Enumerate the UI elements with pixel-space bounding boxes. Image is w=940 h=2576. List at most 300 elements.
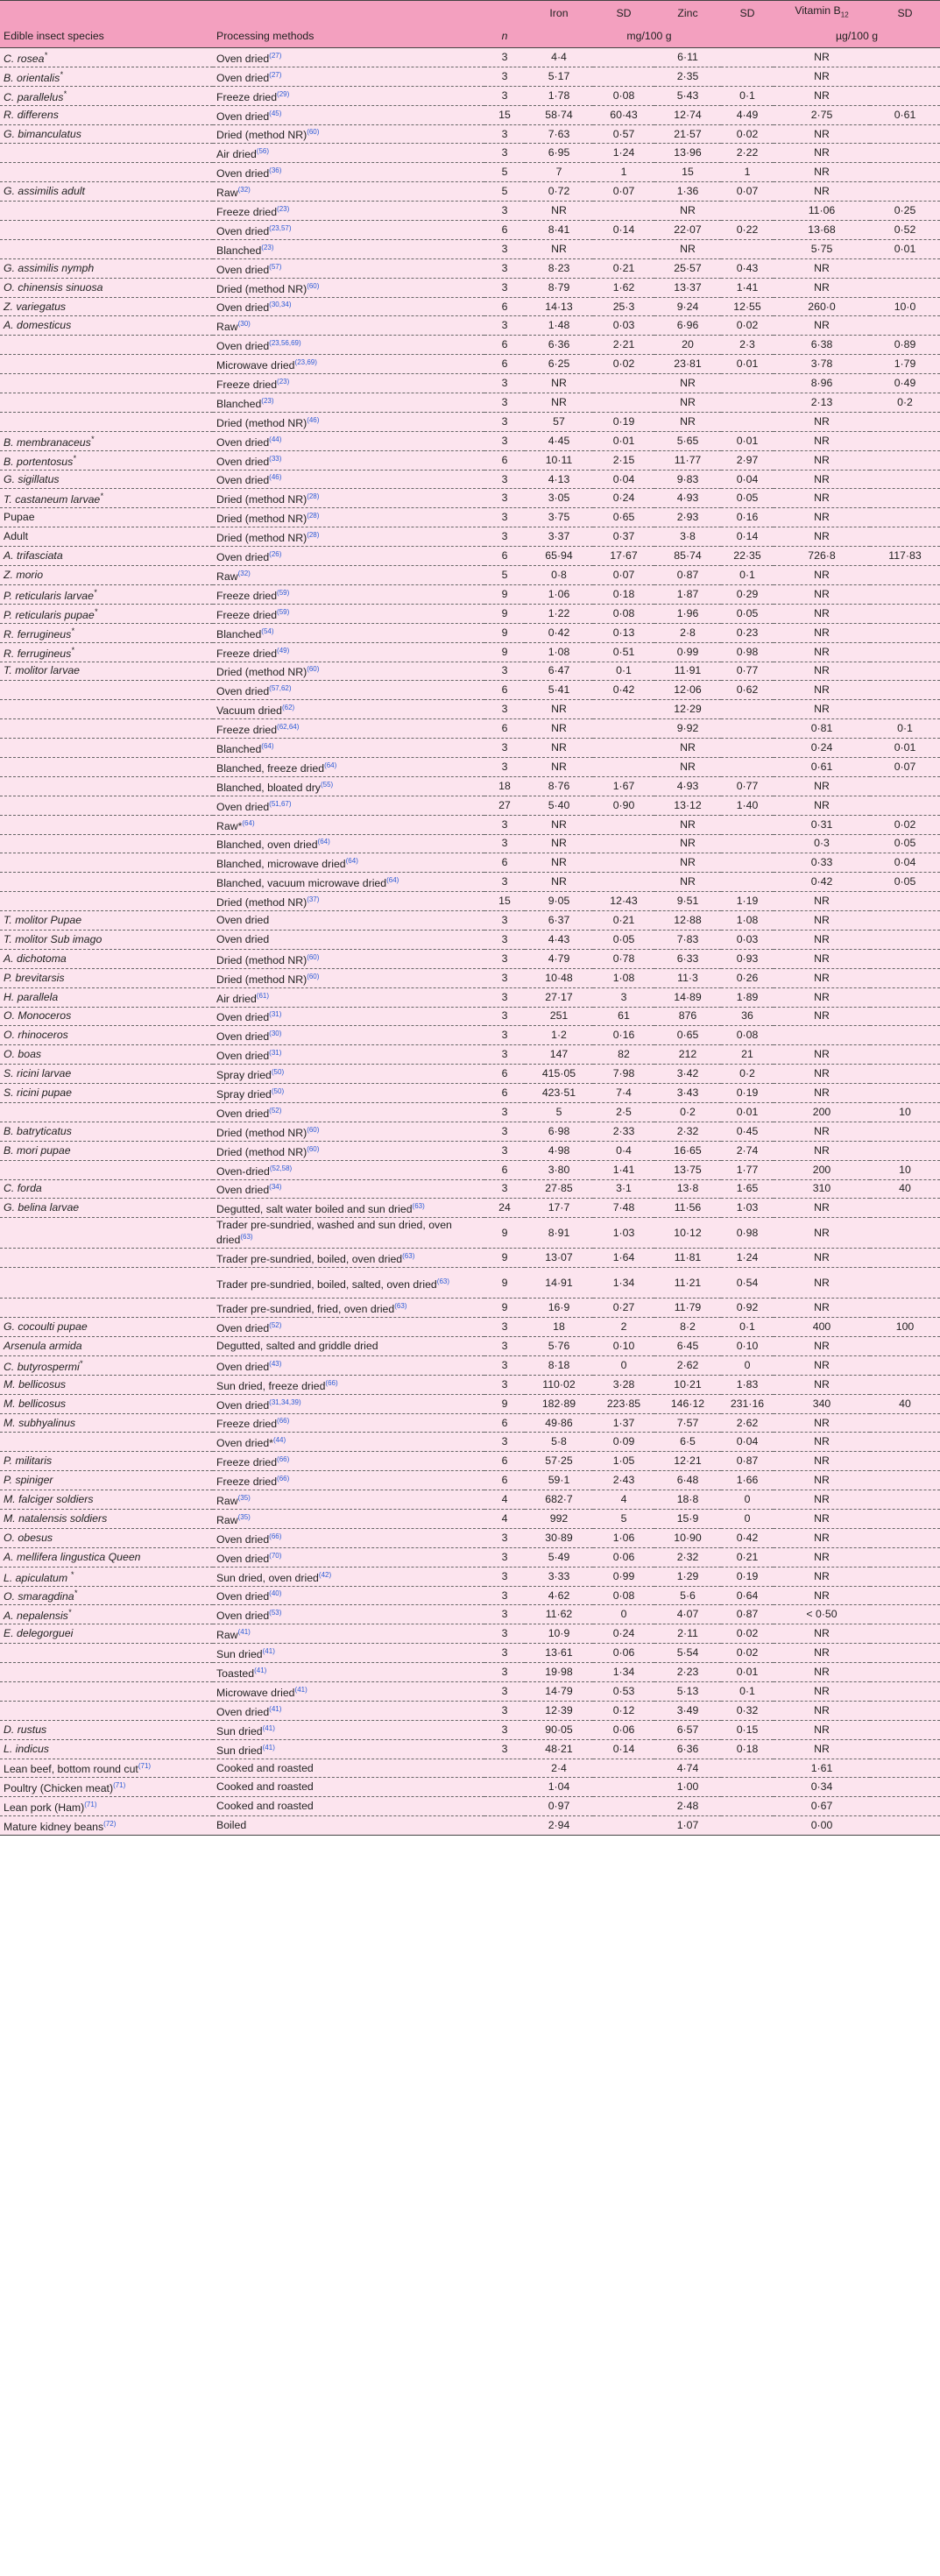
- zinc-sd-cell-text: 0·54: [736, 1276, 759, 1289]
- reference-link[interactable]: (35): [237, 1494, 251, 1503]
- zinc-sd-cell-text: 0·01: [736, 357, 759, 371]
- b12-cell-text: NR: [814, 166, 830, 179]
- species-cell: [0, 1249, 213, 1268]
- species-cell: [0, 1433, 213, 1452]
- b12-sd-cell: [870, 1490, 940, 1510]
- b12-sd-cell: [870, 1318, 940, 1337]
- n-cell-text: 6: [501, 722, 508, 735]
- b12-cell-text: NR: [814, 645, 830, 658]
- reference-link[interactable]: (64): [242, 818, 255, 827]
- n-cell: [484, 1318, 525, 1337]
- zinc-sd-cell-text: 0·62: [736, 683, 759, 697]
- b12-cell-text: 0·42: [810, 875, 833, 888]
- iron-sd-cell-text: 0·65: [612, 511, 635, 524]
- reference-link[interactable]: (23): [277, 205, 290, 214]
- n-cell-text: 3: [501, 492, 508, 505]
- reference-link[interactable]: (57): [269, 262, 282, 271]
- iron-cell-text: 27·17: [545, 990, 573, 1003]
- iron-cell-text: 6·98: [548, 1124, 570, 1137]
- table-row: [0, 316, 940, 336]
- reference-link[interactable]: (63): [412, 1202, 425, 1211]
- zinc-sd-cell: [721, 834, 774, 853]
- method-cell-text: Cooked and roasted: [216, 1761, 314, 1774]
- zinc-sd-cell: [721, 681, 774, 700]
- iron-sd-cell-text: 1·62: [612, 280, 635, 294]
- table-row: [0, 681, 940, 700]
- iron-sd-cell-text: 0·90: [612, 798, 635, 811]
- n-cell-text: 3: [501, 1143, 508, 1157]
- zinc-cell-text: 11·91: [674, 664, 702, 677]
- b12-sd-cell-text: 10·0: [894, 300, 916, 313]
- reference-link[interactable]: (51,67): [269, 799, 292, 808]
- method-cell-text: Toasted: [216, 1667, 255, 1681]
- reference-link[interactable]: (49): [277, 646, 290, 655]
- b12-cell: [774, 623, 870, 642]
- iron-sd-cell: [593, 1084, 654, 1103]
- b12-sd-cell: [870, 1547, 940, 1567]
- zinc-sd-cell: [721, 892, 774, 911]
- zinc-cell: [654, 1605, 721, 1624]
- species-cell-text: G. bimanculatus: [4, 127, 81, 140]
- reference-link[interactable]: (31,34,39): [269, 1398, 301, 1406]
- n-cell-text: 3: [501, 971, 508, 984]
- reference-link[interactable]: (63): [402, 1252, 415, 1261]
- reference-link[interactable]: (60): [307, 128, 320, 137]
- reference-link[interactable]: (28): [307, 531, 320, 540]
- species-cell-text: Adult: [4, 530, 29, 543]
- iron-cell-text: 8·79: [548, 280, 570, 294]
- zinc-sd-cell-text: 0·21: [736, 1550, 759, 1563]
- reference-link[interactable]: (44): [272, 1436, 286, 1445]
- b12-sd-cell: [870, 681, 940, 700]
- species-cell: [0, 489, 213, 508]
- reference-link[interactable]: (60): [307, 972, 320, 980]
- table-row: [0, 662, 940, 681]
- table-row: [0, 258, 940, 278]
- reference-link[interactable]: (66): [277, 1417, 290, 1426]
- reference-link[interactable]: (30,34): [269, 301, 292, 309]
- b12-cell: [774, 1413, 870, 1433]
- n-cell-text: 5: [501, 185, 508, 198]
- zinc-sd-cell: [721, 873, 774, 892]
- zinc-sd-cell-text: 0·19: [736, 1086, 759, 1100]
- reference-link[interactable]: (30): [269, 1030, 282, 1038]
- reference-link[interactable]: (52): [269, 1106, 282, 1115]
- reference-link[interactable]: (64): [317, 838, 330, 846]
- reference-link[interactable]: (28): [307, 492, 320, 501]
- species-cell: [0, 1160, 213, 1179]
- b12-cell: [774, 662, 870, 681]
- reference-link[interactable]: (23,57): [269, 223, 292, 232]
- reference-link[interactable]: (66): [277, 1475, 290, 1483]
- method-cell: [213, 48, 484, 67]
- zinc-cell: [654, 1586, 721, 1605]
- zinc-cell-text: 1·87: [676, 587, 699, 600]
- reference-link[interactable]: (57,62): [269, 684, 292, 693]
- iron-cell: [525, 124, 593, 144]
- species-cell: [0, 1394, 213, 1413]
- iron-cell-text: 4·79: [548, 952, 570, 965]
- reference-link[interactable]: (64): [324, 761, 337, 769]
- b12-sd-cell: [870, 1337, 940, 1356]
- iron-sd-cell: [593, 1452, 654, 1471]
- zinc-cell: [654, 1007, 721, 1026]
- zinc-cell: [654, 431, 721, 450]
- reference-link[interactable]: (59): [277, 607, 290, 616]
- b12-cell-text: NR: [814, 1201, 830, 1214]
- zinc-sd-cell: [721, 1816, 774, 1836]
- species-cell: [0, 1586, 213, 1605]
- zinc-cell-text: NR: [680, 395, 696, 408]
- iron-cell: [525, 700, 593, 719]
- b12-cell: [774, 1567, 870, 1586]
- reference-link[interactable]: (29): [277, 89, 290, 98]
- reference-link[interactable]: (46): [269, 473, 282, 482]
- reference-link[interactable]: (63): [240, 1233, 253, 1242]
- reference-link[interactable]: (60): [307, 1125, 320, 1134]
- reference-link[interactable]: (63): [394, 1302, 407, 1311]
- b12-cell: [774, 1759, 870, 1778]
- zinc-sd-cell-text: 0·87: [736, 1454, 759, 1468]
- reference-link[interactable]: (26): [269, 550, 282, 559]
- iron-cell-text: 16·9: [548, 1301, 570, 1314]
- species-cell-text: P. spiniger: [4, 1474, 53, 1487]
- zinc-sd-cell-text: 0·01: [736, 1105, 759, 1118]
- reference-link[interactable]: (63): [436, 1277, 450, 1285]
- method-cell-text: Blanched: [216, 743, 262, 756]
- zinc-sd-cell: [721, 853, 774, 873]
- reference-link[interactable]: (62): [281, 704, 295, 712]
- b12-sd-cell-text: 0·04: [894, 856, 916, 869]
- n-cell-text: 3: [501, 511, 508, 524]
- zinc-sd-cell-text: 0·77: [736, 779, 759, 792]
- reference-link[interactable]: (53): [269, 1609, 282, 1617]
- reference-link[interactable]: (23,69): [294, 358, 317, 367]
- b12-cell-text: NR: [814, 703, 830, 716]
- zinc-sd-cell-text: 0·04: [736, 472, 759, 485]
- zinc-cell: [654, 336, 721, 355]
- reference-link[interactable]: (64): [345, 857, 358, 866]
- reference-link[interactable]: (46): [307, 415, 320, 424]
- b12-sd-cell: [870, 1471, 940, 1490]
- iron-sd-cell: [593, 1547, 654, 1567]
- reference-link[interactable]: (52): [269, 1321, 282, 1329]
- reference-link[interactable]: (35): [237, 1512, 251, 1521]
- footnote-star: *: [44, 50, 47, 60]
- reference-link[interactable]: (27): [269, 70, 282, 79]
- reference-link[interactable]: (70): [269, 1551, 282, 1560]
- reference-link[interactable]: (30): [237, 320, 251, 329]
- n-cell: [484, 1759, 525, 1778]
- zinc-cell-text: 8·2: [680, 1320, 696, 1334]
- b12-cell-text: NR: [814, 971, 830, 984]
- table-row: [0, 450, 940, 470]
- reference-link[interactable]: (41): [262, 1647, 275, 1656]
- reference-link[interactable]: (45): [269, 109, 282, 117]
- reference-link[interactable]: (72): [103, 1820, 117, 1829]
- reference-link[interactable]: (60): [307, 1144, 320, 1153]
- method-cell-text: Oven dried: [216, 800, 270, 813]
- iron-sd-cell: [593, 834, 654, 853]
- table-row: [0, 1471, 940, 1490]
- method-cell-text: Oven dried: [216, 263, 270, 276]
- species-cell-text: O. rhinoceros: [4, 1029, 68, 1042]
- method-cell: [213, 623, 484, 642]
- method-cell-text: Freeze dried: [216, 589, 278, 602]
- n-cell: [484, 182, 525, 202]
- b12-cell: [774, 67, 870, 86]
- footnote-star: *: [70, 1569, 74, 1579]
- zinc-cell-text: 25·57: [674, 261, 702, 274]
- method-cell: [213, 1268, 484, 1299]
- reference-link[interactable]: (71): [84, 1801, 97, 1809]
- reference-link[interactable]: (56): [256, 147, 270, 156]
- table-row: [0, 202, 940, 221]
- b12-sd-cell: [870, 124, 940, 144]
- reference-link[interactable]: (60): [307, 952, 320, 961]
- reference-link[interactable]: (66): [277, 1455, 290, 1464]
- reference-link[interactable]: (66): [269, 1532, 282, 1540]
- reference-link[interactable]: (41): [262, 1743, 275, 1752]
- method-cell-text: Oven dried: [216, 1184, 270, 1197]
- b12-cell-text: NR: [814, 319, 830, 332]
- zinc-sd-cell: [721, 930, 774, 949]
- zinc-sd-cell: [721, 1102, 774, 1122]
- method-cell-text: Air dried: [216, 148, 257, 161]
- b12-cell-text: NR: [814, 779, 830, 792]
- n-cell-text: 3: [501, 1589, 508, 1602]
- zinc-cell-text: 10·90: [674, 1531, 702, 1544]
- reference-link[interactable]: (42): [318, 1570, 332, 1579]
- zinc-cell: [654, 470, 721, 489]
- b12-cell: [774, 873, 870, 892]
- zinc-cell: [654, 1337, 721, 1356]
- reference-link[interactable]: (37): [307, 895, 320, 904]
- table-row: [0, 221, 940, 240]
- zinc-cell: [654, 1102, 721, 1122]
- zinc-sd-cell: [721, 1586, 774, 1605]
- reference-link[interactable]: (50): [271, 1086, 285, 1095]
- reference-link[interactable]: (52,58): [269, 1164, 293, 1172]
- method-cell-text: Blanched: [216, 398, 262, 411]
- reference-link[interactable]: (28): [307, 512, 320, 520]
- reference-link[interactable]: (31): [269, 1049, 282, 1058]
- reference-link[interactable]: (62,64): [277, 723, 300, 732]
- zinc-cell-text: 18·8: [676, 1493, 699, 1506]
- method-cell: [213, 1644, 484, 1663]
- b12-cell: [774, 642, 870, 662]
- zinc-sd-cell: [721, 258, 774, 278]
- method-cell: [213, 1547, 484, 1567]
- iron-cell: [525, 163, 593, 182]
- iron-sd-cell-text: 61: [618, 1009, 630, 1023]
- b12-cell: [774, 1816, 870, 1836]
- species-cell: [0, 796, 213, 815]
- iron-cell-text: 14·13: [545, 300, 573, 313]
- zinc-cell-text: 1·96: [676, 606, 699, 619]
- reference-link[interactable]: (50): [271, 1068, 285, 1077]
- reference-link[interactable]: (71): [113, 1781, 126, 1790]
- b12-cell-text: NR: [814, 261, 830, 274]
- method-cell: [213, 1084, 484, 1103]
- method-cell-text: Oven dried: [216, 455, 270, 468]
- species-cell: [0, 853, 213, 873]
- reference-link[interactable]: (59): [277, 588, 290, 597]
- reference-link[interactable]: (41): [237, 1628, 251, 1637]
- species-cell: [0, 987, 213, 1007]
- b12-sd-cell: [870, 258, 940, 278]
- reference-link[interactable]: (23): [277, 378, 290, 386]
- reference-link[interactable]: (41): [262, 1723, 275, 1732]
- b12-cell-text: NR: [814, 1143, 830, 1157]
- reference-link[interactable]: (44): [269, 435, 282, 443]
- iron-sd-cell: [593, 1624, 654, 1644]
- n-cell-text: 3: [501, 377, 508, 390]
- species-cell-text: E. delegorguei: [4, 1627, 74, 1640]
- zinc-sd-cell-text: 0: [744, 1493, 751, 1506]
- reference-link[interactable]: (60): [307, 665, 320, 674]
- zinc-sd-cell-text: 0: [744, 1511, 751, 1525]
- reference-link[interactable]: (61): [256, 991, 270, 1000]
- zinc-cell-text: 9·92: [676, 722, 699, 735]
- iron-cell: [525, 1490, 593, 1510]
- b12-cell: [774, 1624, 870, 1644]
- b12-cell: [774, 719, 870, 739]
- reference-link[interactable]: (32): [237, 186, 251, 195]
- reference-link[interactable]: (23): [261, 243, 274, 251]
- iron-cell: [525, 470, 593, 489]
- reference-link[interactable]: (27): [269, 51, 282, 60]
- method-cell-text: Vacuum dried: [216, 704, 282, 718]
- zinc-cell: [654, 949, 721, 968]
- iron-cell: [525, 642, 593, 662]
- table-row: [0, 412, 940, 431]
- b12-cell: [774, 278, 870, 297]
- n-cell: [484, 258, 525, 278]
- n-cell: [484, 853, 525, 873]
- reference-link[interactable]: (31): [269, 1010, 282, 1019]
- b12-sd-cell-text: 0·01: [894, 242, 916, 255]
- iron-sd-cell: [593, 489, 654, 508]
- method-cell-text: Dried (method NR): [216, 973, 307, 986]
- method-cell-text: Dried (method NR): [216, 532, 307, 545]
- reference-link[interactable]: (54): [261, 626, 274, 635]
- zinc-cell: [654, 642, 721, 662]
- iron-sd-cell: [593, 1778, 654, 1797]
- zinc-sd-cell-text: 1·65: [736, 1182, 759, 1195]
- zinc-cell: [654, 182, 721, 202]
- n-cell: [484, 1567, 525, 1586]
- reference-link[interactable]: (41): [269, 1704, 282, 1713]
- reference-link[interactable]: (41): [254, 1667, 267, 1675]
- table-row: [0, 873, 940, 892]
- species-cell: [0, 239, 213, 258]
- reference-link[interactable]: (64): [261, 741, 274, 750]
- species-cell: [0, 739, 213, 758]
- reference-link[interactable]: (71): [138, 1762, 152, 1771]
- zinc-sd-cell: [721, 566, 774, 585]
- reference-link[interactable]: (23,56,69): [269, 339, 301, 348]
- reference-link[interactable]: (66): [325, 1378, 338, 1387]
- table-row: [0, 776, 940, 796]
- zinc-cell: [654, 604, 721, 623]
- zinc-sd-cell-text: 0·1: [739, 1684, 755, 1697]
- zinc-cell: [654, 1510, 721, 1529]
- method-cell: [213, 374, 484, 393]
- reference-link[interactable]: (64): [386, 876, 399, 885]
- iron-sd-cell: [593, 968, 654, 987]
- zinc-cell: [654, 776, 721, 796]
- zinc-sd-cell: [721, 1160, 774, 1179]
- n-cell-text: 3: [501, 932, 508, 945]
- zinc-sd-cell: [721, 1605, 774, 1624]
- reference-link[interactable]: (23): [261, 396, 274, 405]
- iron-sd-cell-text: 0·06: [612, 1550, 635, 1563]
- zinc-sd-cell: [721, 1122, 774, 1141]
- zinc-cell: [654, 202, 721, 221]
- iron-sd-cell-text: 0·53: [612, 1684, 635, 1697]
- method-cell: [213, 1739, 484, 1759]
- reference-link[interactable]: (43): [269, 1359, 282, 1368]
- zinc-sd-cell-text: 0·02: [736, 1627, 759, 1640]
- iron-cell: [525, 968, 593, 987]
- zinc-cell: [654, 1778, 721, 1797]
- b12-sd-cell: [870, 1141, 940, 1160]
- species-cell-text: Lean beef, bottom round cut: [4, 1763, 138, 1776]
- reference-link[interactable]: (36): [269, 166, 282, 175]
- reference-link[interactable]: (60): [307, 281, 320, 290]
- n-cell-text: 3: [501, 1377, 508, 1391]
- reference-link[interactable]: (55): [320, 780, 334, 789]
- zinc-sd-cell: [721, 1624, 774, 1644]
- species-cell-text: Lean pork (Ham): [4, 1801, 85, 1815]
- iron-sd-cell: [593, 67, 654, 86]
- reference-link[interactable]: (32): [237, 569, 251, 577]
- species-cell: [0, 393, 213, 413]
- iron-cell: [525, 892, 593, 911]
- b12-sd-cell-text: 0·89: [894, 338, 916, 351]
- reference-link[interactable]: (41): [294, 1685, 307, 1694]
- b12-cell-text: NR: [814, 1723, 830, 1736]
- n-cell: [484, 1141, 525, 1160]
- species-cell-text: T. castaneum larvae: [4, 493, 101, 506]
- zinc-cell-text: NR: [680, 204, 696, 217]
- zinc-sd-cell: [721, 623, 774, 642]
- iron-sd-cell-text: 7·98: [612, 1067, 635, 1080]
- b12-cell-text: NR: [814, 990, 830, 1003]
- b12-sd-cell: [870, 1778, 940, 1797]
- zinc-sd-cell-text: 0·05: [736, 606, 759, 619]
- reference-link[interactable]: (40): [269, 1589, 282, 1598]
- method-cell-text: Sun dried: [216, 1648, 263, 1661]
- zinc-cell: [654, 1218, 721, 1249]
- method-cell: [213, 1586, 484, 1605]
- header-spacer: [0, 1, 213, 26]
- reference-link[interactable]: (33): [269, 454, 282, 463]
- species-cell-text: L. apiculatum: [4, 1571, 71, 1584]
- n-cell: [484, 1663, 525, 1682]
- iron-cell: [525, 1413, 593, 1433]
- zinc-cell: [654, 1141, 721, 1160]
- zinc-sd-cell-text: 0·02: [736, 127, 759, 140]
- iron-sd-cell-text: 1·06: [612, 1531, 635, 1544]
- iron-sd-cell: [593, 584, 654, 604]
- zinc-sd-cell-text: 1·41: [736, 280, 759, 294]
- method-cell: [213, 1490, 484, 1510]
- reference-link[interactable]: (34): [269, 1183, 282, 1192]
- zinc-cell-text: 2·11: [677, 1627, 698, 1640]
- b12-cell: [774, 412, 870, 431]
